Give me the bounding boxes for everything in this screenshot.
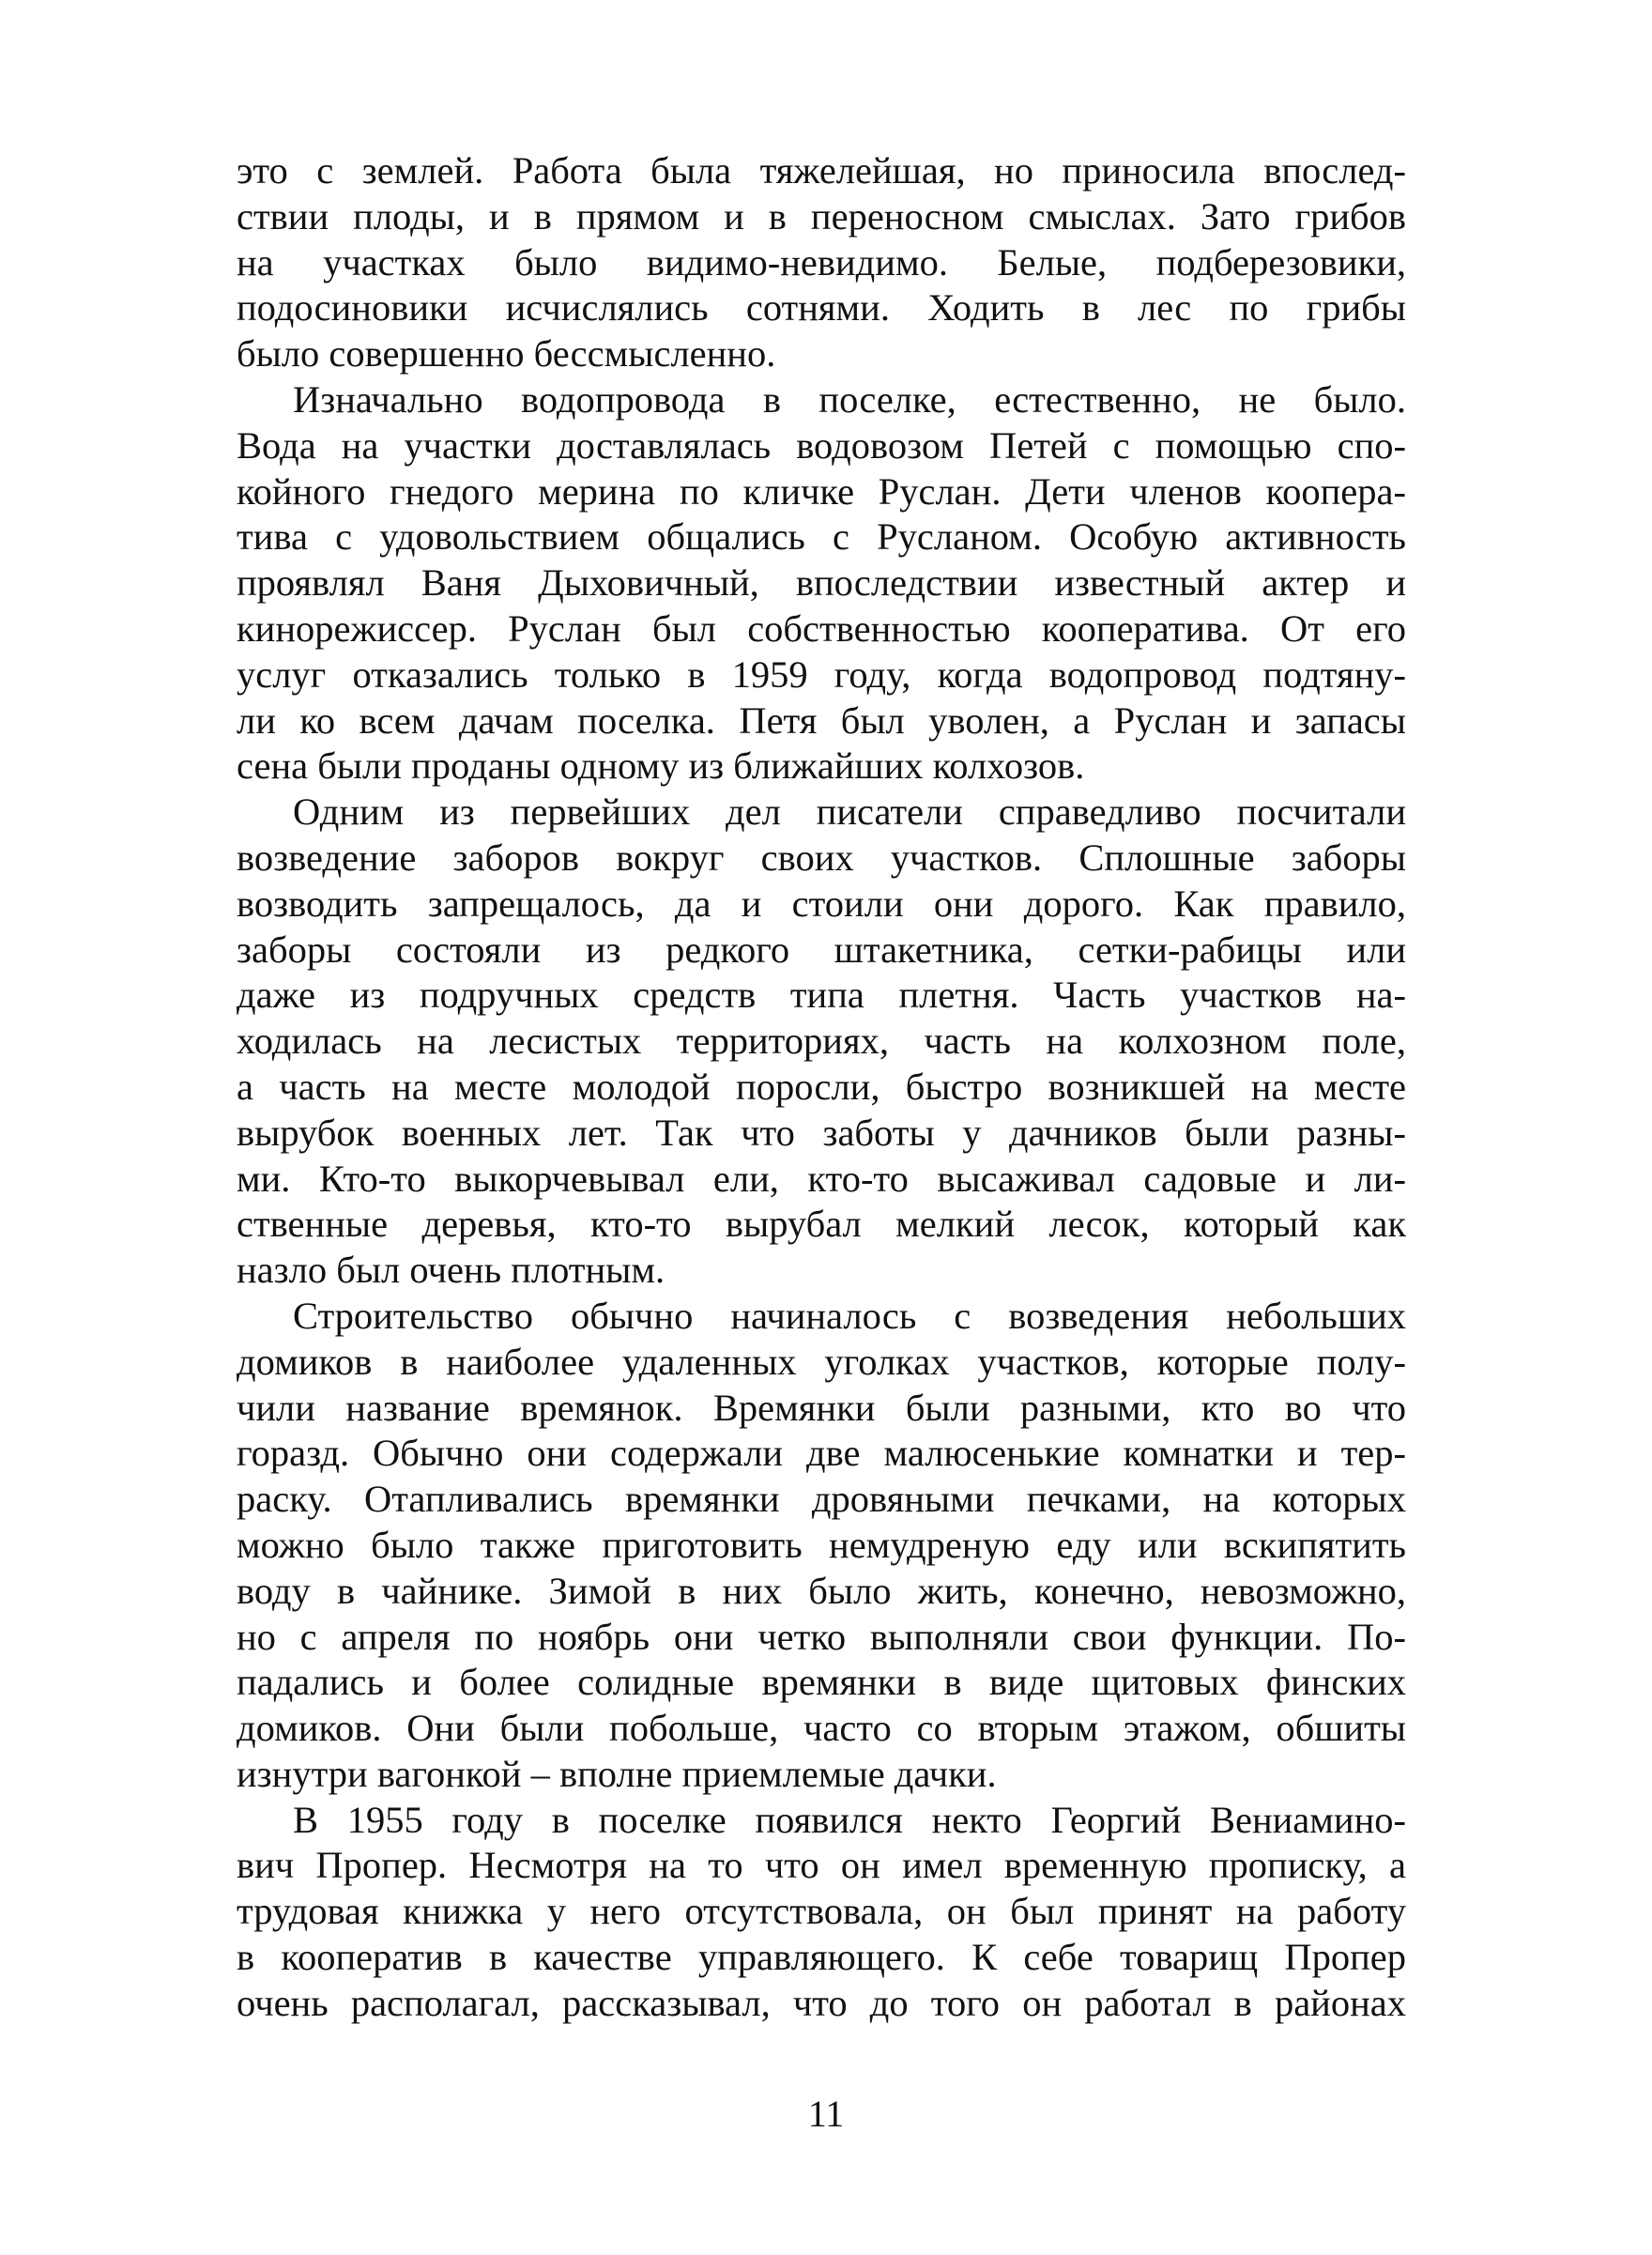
paragraph-1 xyxy=(237,148,1406,377)
text-line: ственные деревья, кто-то вырубал мелкий лесок, который как xyxy=(237,1203,1406,1246)
text-line: но с апреля по ноябрь они четко выполняли свои функции. По- xyxy=(237,1615,1406,1658)
text-line: Изначально водопровода в поселке, естественно, не было. xyxy=(293,377,1406,421)
text-line: Одним из первейших дел писатели справедливо посчитали xyxy=(293,790,1406,834)
text-line: проявлял Ваня Дыховичный, впоследствии известный актер и xyxy=(237,561,1406,605)
text-line: ли ко всем дачам поселка. Петя был уволен, а Руслан и запасы xyxy=(237,698,1406,742)
text-line: подосиновики исчислялись сотнями. Ходить в лес по грибы xyxy=(237,286,1406,330)
text-line: В 1955 году в поселке появился некто Георгий Вениамино- xyxy=(293,1798,1406,1841)
paragraph-4 xyxy=(237,1294,1406,1798)
text-line: койного гнедого мерина по кличке Руслан. Дети членов коопера- xyxy=(237,469,1406,513)
text-line: чили название времянок. Времянки были разными, кто во что xyxy=(237,1386,1406,1429)
text-line: можно было также приготовить немудреную еду или вскипятить xyxy=(237,1523,1406,1566)
text-line: кинорежиссер. Руслан был собственностью кооператива. От его xyxy=(237,606,1406,650)
text-line: раску. Отапливались времянки дровяными печками, на которых xyxy=(237,1478,1406,1521)
text-line: даже из подручных средств типа плетня. Часть участков на- xyxy=(237,974,1406,1017)
text-line: домиков в наиболее удаленных уголках участков, которые полу- xyxy=(237,1340,1406,1383)
text-line: горазд. Обычно они содержали две малюсенькие комнатки и тер- xyxy=(237,1432,1406,1475)
text-line: это с землей. Работа была тяжелейшая, но приносила впослед- xyxy=(237,149,1406,192)
body-text xyxy=(237,148,1406,2027)
text-line: возведение заборов вокруг своих участков. Сплошные заборы xyxy=(237,836,1406,879)
text-line: ми. Кто-то выкорчевывал ели, кто-то высаживал садовые и ли- xyxy=(237,1157,1406,1200)
text-line: назло был очень плотным. xyxy=(237,1249,665,1292)
text-line: сена были проданы одному из ближайших колхозов. xyxy=(237,744,1085,788)
paragraph-5 xyxy=(237,1798,1406,2027)
text-line: Вода на участки доставлялась водовозом Петей с помощью спо- xyxy=(237,423,1406,467)
text-line: на участках было видимо-невидимо. Белые, подберезовики, xyxy=(237,240,1406,284)
text-line: возводить запрещалось, да и стоили они дорого. Как правило, xyxy=(237,882,1406,925)
text-line: Строительство обычно начиналось с возведения небольших xyxy=(293,1294,1406,1337)
text-line: ствии плоды, и в прямом и в переносном смыслах. Зато грибов xyxy=(237,194,1406,238)
paragraph-2 xyxy=(237,377,1406,790)
text-line: было совершенно бессмысленно. xyxy=(237,332,776,376)
text-line: а часть на месте молодой поросли, быстро возникшей на месте xyxy=(237,1065,1406,1108)
text-line: трудовая книжка у него отсутствовала, он был принят на работу xyxy=(237,1890,1406,1933)
page-number: 11 xyxy=(807,2093,845,2135)
text-line: воду в чайнике. Зимой в них было жить, конечно, невозможно, xyxy=(237,1569,1406,1612)
text-line: заборы состояли из редкого штакетника, сетки-рабицы или xyxy=(237,928,1406,971)
text-line: тива с удовольствием общались с Русланом. Особую активность xyxy=(237,515,1406,559)
paragraph-3 xyxy=(237,790,1406,1294)
text-line: ходилась на лесистых территориях, часть на колхозном поле, xyxy=(237,1020,1406,1063)
text-line: услуг отказались только в 1959 году, когда водопровод подтяну- xyxy=(237,652,1406,696)
text-line: очень располагал, рассказывал, что до того он работал в районах xyxy=(237,1981,1406,2024)
text-line: в кооператив в качестве управляющего. К себе товарищ Пропер xyxy=(237,1936,1406,1979)
text-line: падались и более солидные времянки в виде щитовых финских xyxy=(237,1661,1406,1704)
text-line: изнутри вагонкой – вполне приемлемые дачки. xyxy=(237,1752,997,1795)
text-line: домиков. Они были побольше, часто со вторым этажом, обшиты xyxy=(237,1707,1406,1750)
text-line: вич Пропер. Несмотря на то что он имел временную прописку, а xyxy=(237,1844,1406,1887)
text-line: вырубок военных лет. Так что заботы у дачников были разны- xyxy=(237,1111,1406,1154)
